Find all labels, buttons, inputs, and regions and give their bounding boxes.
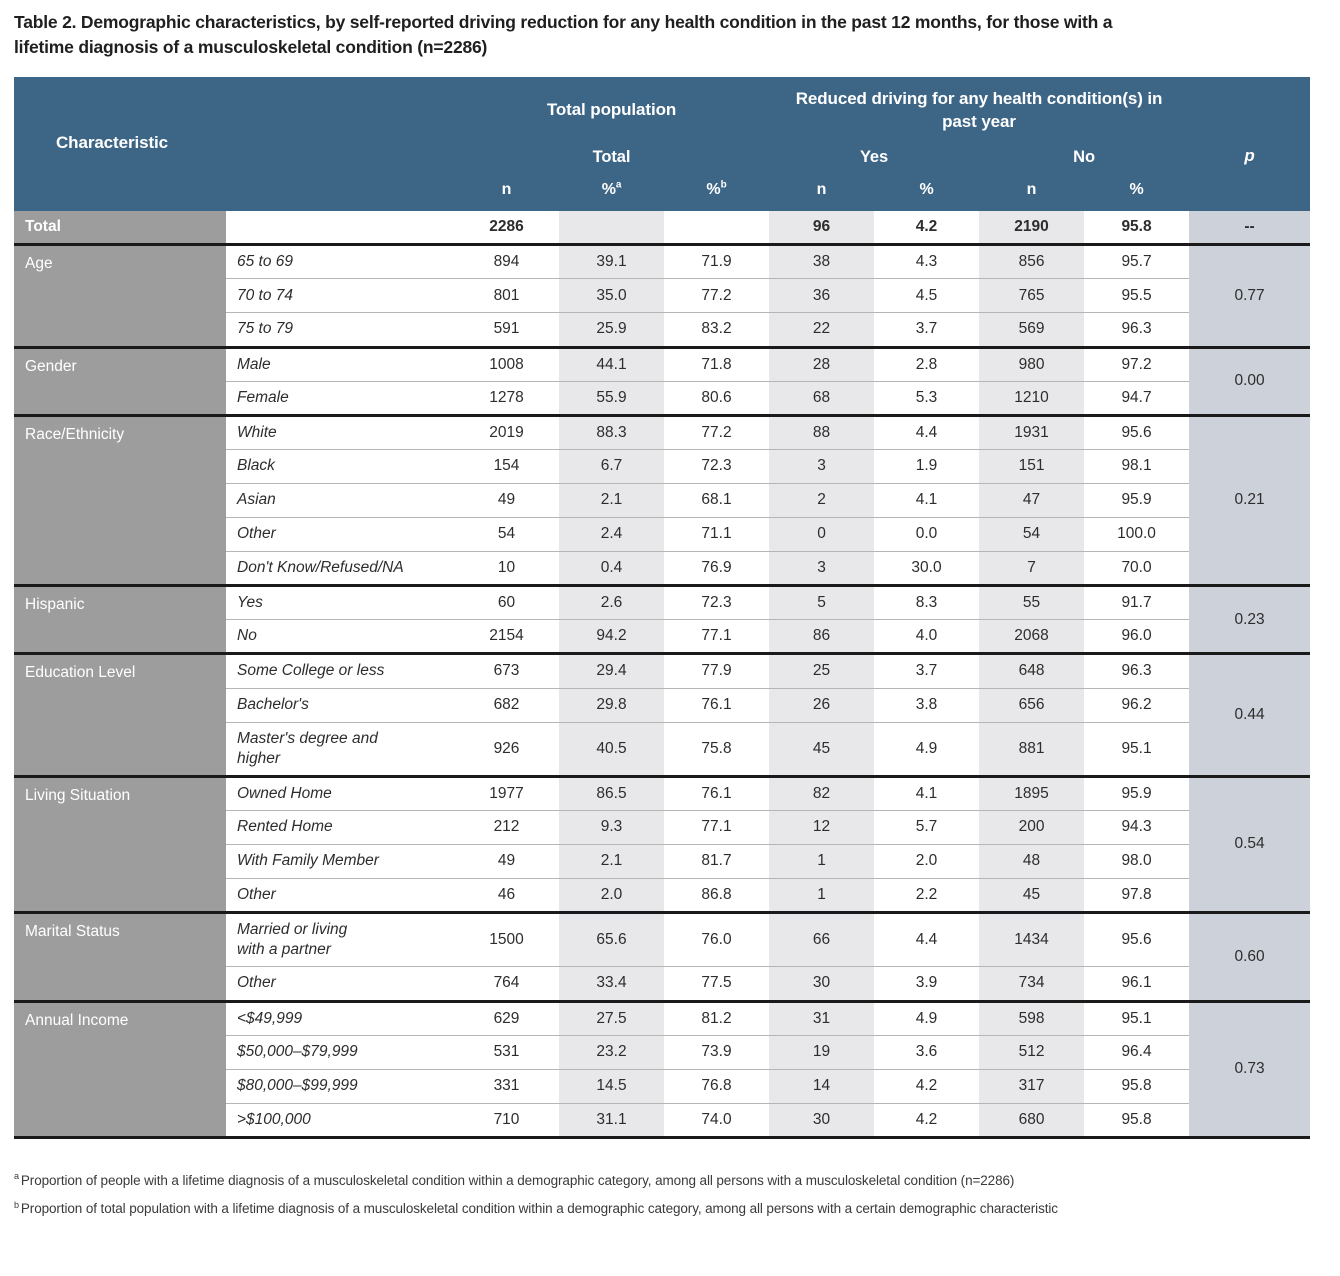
row-label: Education Level <box>14 654 226 776</box>
table-cell: 2.8 <box>874 347 979 381</box>
table-cell: 856 <box>979 245 1084 279</box>
table-cell: 66 <box>769 913 874 967</box>
table-cell: 3.7 <box>874 654 979 688</box>
table-cell: 96.4 <box>1084 1035 1189 1069</box>
col-header-pct-b <box>664 177 769 211</box>
table-cell: 3.9 <box>874 967 979 1001</box>
table-cell: 25 <box>769 654 874 688</box>
table-cell: 95.8 <box>1084 1103 1189 1137</box>
table-cell: 95.7 <box>1084 245 1189 279</box>
table-cell: 72.3 <box>664 586 769 620</box>
col-header-reduced-driving: Reduced driving for any health condition(s) in past year <box>769 77 1189 139</box>
table-cell: 0 <box>769 517 874 551</box>
row-label: Gender <box>14 347 226 415</box>
table-cell: 54 <box>454 517 559 551</box>
row-sublabel: Owned Home <box>226 776 454 810</box>
table-cell: 77.1 <box>664 620 769 654</box>
table-cell: 35.0 <box>559 279 664 313</box>
col-header-total-population: Total population <box>454 77 769 139</box>
table-cell: 80.6 <box>664 381 769 415</box>
row-sublabel: Some College or less <box>226 654 454 688</box>
table-cell: 98.0 <box>1084 844 1189 878</box>
row-sublabel: $80,000–$99,999 <box>226 1069 454 1103</box>
table-cell: 2019 <box>454 415 559 449</box>
table-cell: 81.7 <box>664 844 769 878</box>
row-label: Age <box>14 245 226 347</box>
table-cell: 1210 <box>979 381 1084 415</box>
table-cell: 980 <box>979 347 1084 381</box>
table-cell: 1895 <box>979 776 1084 810</box>
table-cell: 76.9 <box>664 551 769 585</box>
row-sublabel: Other <box>226 878 454 912</box>
table-cell: 95.6 <box>1084 415 1189 449</box>
row-sublabel: Female <box>226 381 454 415</box>
table-cell: 98.1 <box>1084 449 1189 483</box>
table-cell: 1.9 <box>874 449 979 483</box>
table-cell: 682 <box>454 688 559 722</box>
table-cell: 0.4 <box>559 551 664 585</box>
row-label: Race/Ethnicity <box>14 415 226 585</box>
table-cell: 1977 <box>454 776 559 810</box>
table-cell <box>559 211 664 245</box>
table-cell: 86 <box>769 620 874 654</box>
table-cell: 4.5 <box>874 279 979 313</box>
table-cell: 19 <box>769 1035 874 1069</box>
table-cell: 648 <box>979 654 1084 688</box>
table-cell: 1500 <box>454 913 559 967</box>
table-cell: 14 <box>769 1069 874 1103</box>
row-sublabel: With Family Member <box>226 844 454 878</box>
table-cell: 68.1 <box>664 483 769 517</box>
footnote-b-text: Proportion of total population with a lifetime diagnosis of a musculoskeletal condition within a demographic category, among all persons with a certain demographic characteristic <box>20 1201 1058 1217</box>
row-sublabel: 75 to 79 <box>226 313 454 347</box>
p-value: 0.73 <box>1189 1001 1310 1137</box>
sup-a-marker: a <box>615 179 622 191</box>
table-cell: 30 <box>769 967 874 1001</box>
footnote-b <box>14 1195 1319 1223</box>
table-cell: 28 <box>769 347 874 381</box>
table-cell: 76.1 <box>664 688 769 722</box>
table-cell: 2068 <box>979 620 1084 654</box>
table-cell: 95.8 <box>1121 217 1152 235</box>
footnote-a-text: Proportion of people with a lifetime diagnosis of a musculoskeletal condition within a demographic category, among all persons with a musculoskeletal condition (n=2286) <box>20 1172 1015 1188</box>
table-cell: 3.8 <box>874 688 979 722</box>
table-cell: 55.9 <box>559 381 664 415</box>
table-cell: 48 <box>979 844 1084 878</box>
table-cell: 3 <box>769 551 874 585</box>
row-sublabel: Other <box>226 517 454 551</box>
table-cell: 10 <box>454 551 559 585</box>
table-cell: 86.8 <box>664 878 769 912</box>
table-cell: 2 <box>769 483 874 517</box>
table-cell: 4.1 <box>874 776 979 810</box>
table-cell: 598 <box>979 1001 1084 1035</box>
table-cell: 801 <box>454 279 559 313</box>
table-cell: 0.0 <box>874 517 979 551</box>
table-cell: 31.1 <box>559 1103 664 1137</box>
footnotes <box>14 1167 1319 1224</box>
table-cell: 6.7 <box>559 449 664 483</box>
col-header-p: p <box>1189 77 1310 211</box>
table-cell: 926 <box>454 722 559 776</box>
table-cell: 95.9 <box>1084 483 1189 517</box>
table-cell: 200 <box>979 810 1084 844</box>
row-sublabel: Yes <box>226 586 454 620</box>
table-cell: 27.5 <box>559 1001 664 1035</box>
col-header-pct-no: % <box>1084 177 1189 211</box>
table-cell: 77.9 <box>664 654 769 688</box>
table-cell: 38 <box>769 245 874 279</box>
table-cell: 2.1 <box>559 844 664 878</box>
table-cell: 4.2 <box>874 1069 979 1103</box>
table-cell: 40.5 <box>559 722 664 776</box>
table-cell: 36 <box>769 279 874 313</box>
table-cell: 734 <box>979 967 1084 1001</box>
table-cell: 680 <box>979 1103 1084 1137</box>
table-cell: 4.3 <box>874 245 979 279</box>
col-group-no: No <box>979 139 1189 177</box>
table-cell: 2.0 <box>874 844 979 878</box>
table-cell: 76.8 <box>664 1069 769 1103</box>
table-cell: 71.9 <box>664 245 769 279</box>
table-cell: 70.0 <box>1084 551 1189 585</box>
table-cell: 94.2 <box>559 620 664 654</box>
row-sublabel: Male <box>226 347 454 381</box>
col-group-yes: Yes <box>769 139 979 177</box>
table-cell: 31 <box>769 1001 874 1035</box>
table-cell: 4.9 <box>874 1001 979 1035</box>
p-value: 0.44 <box>1189 654 1310 776</box>
p-value: 0.77 <box>1189 245 1310 347</box>
table-cell: 96.2 <box>1084 688 1189 722</box>
table-cell: 2.6 <box>559 586 664 620</box>
table-cell: 88.3 <box>559 415 664 449</box>
table-cell: 77.2 <box>664 279 769 313</box>
table-cell: 673 <box>454 654 559 688</box>
col-header-pct-a <box>559 177 664 211</box>
table-cell: 29.8 <box>559 688 664 722</box>
table-cell: 629 <box>454 1001 559 1035</box>
table-cell: 1 <box>769 878 874 912</box>
table-cell: 2.0 <box>559 878 664 912</box>
p-value: 0.00 <box>1189 347 1310 415</box>
table-cell: 94.3 <box>1084 810 1189 844</box>
table-cell: 4.2 <box>874 1103 979 1137</box>
table-cell: 76.1 <box>664 776 769 810</box>
table-cell: 154 <box>454 449 559 483</box>
row-sublabel: Black <box>226 449 454 483</box>
table-cell: 95.1 <box>1084 722 1189 776</box>
table-cell: 22 <box>769 313 874 347</box>
table-cell: 151 <box>979 449 1084 483</box>
table-cell: 83.2 <box>664 313 769 347</box>
table-cell: 531 <box>454 1035 559 1069</box>
table-cell: 47 <box>979 483 1084 517</box>
table-cell: 65.6 <box>559 913 664 967</box>
table-cell: 88 <box>769 415 874 449</box>
table-cell: 569 <box>979 313 1084 347</box>
table-cell: 100.0 <box>1084 517 1189 551</box>
table-cell: 710 <box>454 1103 559 1137</box>
table-cell: 3.7 <box>874 313 979 347</box>
table-cell: 30.0 <box>874 551 979 585</box>
table-cell: 2.2 <box>874 878 979 912</box>
table-cell: 212 <box>454 810 559 844</box>
table-cell: 764 <box>454 967 559 1001</box>
table-cell: 55 <box>979 586 1084 620</box>
table-cell: 2190 <box>979 211 1084 245</box>
table-cell: 317 <box>979 1069 1084 1103</box>
p-value: 0.60 <box>1189 913 1310 1001</box>
row-label: Annual Income <box>14 1001 226 1137</box>
footnote-b-marker: b <box>14 1199 19 1210</box>
table-cell: 86.5 <box>559 776 664 810</box>
table-cell: 71.1 <box>664 517 769 551</box>
table-cell: 77.2 <box>664 415 769 449</box>
table-title: Table 2. Demographic characteristics, by self-reported driving reduction for any health condition in the past 12 months, for those with a lifetime diagnosis of a musculoskeletal condition (n=2286) <box>14 12 1113 58</box>
table-cell: 8.3 <box>874 586 979 620</box>
table-cell: 30 <box>769 1103 874 1137</box>
footnote-a <box>14 1167 1319 1195</box>
col-header-n-no: n <box>979 177 1084 211</box>
table-cell: 76.0 <box>664 913 769 967</box>
table-cell: 96.1 <box>1084 967 1189 1001</box>
demographics-table <box>14 77 1310 1139</box>
row-sublabel: $50,000–$79,999 <box>226 1035 454 1069</box>
row-sublabel: 65 to 69 <box>226 245 454 279</box>
sup-b-marker: b <box>720 179 727 191</box>
row-sublabel: >$100,000 <box>226 1103 454 1137</box>
table-cell: 33.4 <box>559 967 664 1001</box>
row-sublabel: <$49,999 <box>226 1001 454 1035</box>
table-cell: 1434 <box>979 913 1084 967</box>
table-cell: 95.1 <box>1084 1001 1189 1035</box>
table-cell: 2286 <box>489 217 524 235</box>
table-cell: 46 <box>454 878 559 912</box>
table-cell: 512 <box>979 1035 1084 1069</box>
table-cell: 95.9 <box>1084 776 1189 810</box>
table-cell: 45 <box>769 722 874 776</box>
col-header-pct-yes: % <box>874 177 979 211</box>
table-cell: 7 <box>979 551 1084 585</box>
table-cell: 881 <box>979 722 1084 776</box>
table-cell: 656 <box>979 688 1084 722</box>
table-cell: 4.2 <box>915 217 938 235</box>
table-cell: 96 <box>769 211 874 245</box>
table-cell: 5.7 <box>874 810 979 844</box>
p-value: 0.23 <box>1189 586 1310 654</box>
col-header-n-yes: n <box>769 177 874 211</box>
table-cell: 1931 <box>979 415 1084 449</box>
table-cell: 2.1 <box>559 483 664 517</box>
table-cell: 49 <box>454 483 559 517</box>
row-sublabel: Bachelor's <box>226 688 454 722</box>
table-cell: 894 <box>454 245 559 279</box>
p-value: 0.54 <box>1189 776 1310 912</box>
table-cell: 3.6 <box>874 1035 979 1069</box>
table-cell: 49 <box>454 844 559 878</box>
table-cell: 94.7 <box>1084 381 1189 415</box>
table-cell: 4.4 <box>874 415 979 449</box>
row-sublabel: White <box>226 415 454 449</box>
table-cell: 96.3 <box>1084 313 1189 347</box>
table-cell: 4.9 <box>874 722 979 776</box>
table-cell: 12 <box>769 810 874 844</box>
table-cell: 77.5 <box>664 967 769 1001</box>
col-group-total: Total <box>454 139 769 177</box>
p-value: -- <box>1189 211 1310 245</box>
table-cell: 5 <box>769 586 874 620</box>
pct-symbol: % <box>601 180 616 198</box>
table-cell: 1 <box>769 844 874 878</box>
pct-symbol: % <box>706 180 721 198</box>
table-cell: 96.3 <box>1084 654 1189 688</box>
row-sublabel: Don't Know/Refused/NA <box>226 551 454 585</box>
row-sublabel: Other <box>226 967 454 1001</box>
table-cell: 95.8 <box>1084 1069 1189 1103</box>
table-cell: 45 <box>979 878 1084 912</box>
p-value: 0.21 <box>1189 415 1310 585</box>
table-cell: 82 <box>769 776 874 810</box>
row-sublabel: 70 to 74 <box>226 279 454 313</box>
table-cell: 97.2 <box>1084 347 1189 381</box>
table-cell: 71.8 <box>664 347 769 381</box>
table-cell: 29.4 <box>559 654 664 688</box>
table-cell: 25.9 <box>559 313 664 347</box>
table-cell: 26 <box>769 688 874 722</box>
table-cell: 5.3 <box>874 381 979 415</box>
row-sublabel <box>226 211 454 245</box>
table-cell: 81.2 <box>664 1001 769 1035</box>
table-cell: 74.0 <box>664 1103 769 1137</box>
table-header <box>14 77 1310 211</box>
row-label: Marital Status <box>14 913 226 1001</box>
table-cell: 765 <box>979 279 1084 313</box>
row-label-total: Total <box>14 211 226 245</box>
row-sublabel: Married or living with a partner <box>226 913 454 967</box>
table-cell: 4.4 <box>874 913 979 967</box>
table-cell: 39.1 <box>559 245 664 279</box>
table-cell: 9.3 <box>559 810 664 844</box>
row-sublabel: Rented Home <box>226 810 454 844</box>
table-cell: 72.3 <box>664 449 769 483</box>
row-label: Living Situation <box>14 776 226 912</box>
table-cell: 44.1 <box>559 347 664 381</box>
table-cell: 91.7 <box>1084 586 1189 620</box>
table-cell: 1008 <box>454 347 559 381</box>
table-cell: 4.1 <box>874 483 979 517</box>
table-cell: 1278 <box>454 381 559 415</box>
row-sublabel: Master's degree and higher <box>226 722 454 776</box>
table-cell: 75.8 <box>664 722 769 776</box>
table-cell: 591 <box>454 313 559 347</box>
table-cell: 73.9 <box>664 1035 769 1069</box>
table-cell: 97.8 <box>1084 878 1189 912</box>
table-cell: 54 <box>979 517 1084 551</box>
col-header-characteristic: Characteristic <box>14 77 454 211</box>
row-sublabel: Asian <box>226 483 454 517</box>
table-cell <box>664 211 769 245</box>
table-cell: 77.1 <box>664 810 769 844</box>
table-cell: 331 <box>454 1069 559 1103</box>
table-cell: 96.0 <box>1084 620 1189 654</box>
col-header-n-total: n <box>454 177 559 211</box>
table-cell: 95.6 <box>1084 913 1189 967</box>
row-label: Hispanic <box>14 586 226 654</box>
table-body <box>14 211 1310 1138</box>
row-sublabel: No <box>226 620 454 654</box>
table-cell: 2.4 <box>559 517 664 551</box>
table-cell: 14.5 <box>559 1069 664 1103</box>
table-cell: 3 <box>769 449 874 483</box>
table-cell: 60 <box>454 586 559 620</box>
table-cell: 95.5 <box>1084 279 1189 313</box>
table-cell: 2154 <box>454 620 559 654</box>
table-cell: 23.2 <box>559 1035 664 1069</box>
footnote-a-marker: a <box>14 1171 19 1182</box>
table-cell: 68 <box>769 381 874 415</box>
table-cell: 4.0 <box>874 620 979 654</box>
